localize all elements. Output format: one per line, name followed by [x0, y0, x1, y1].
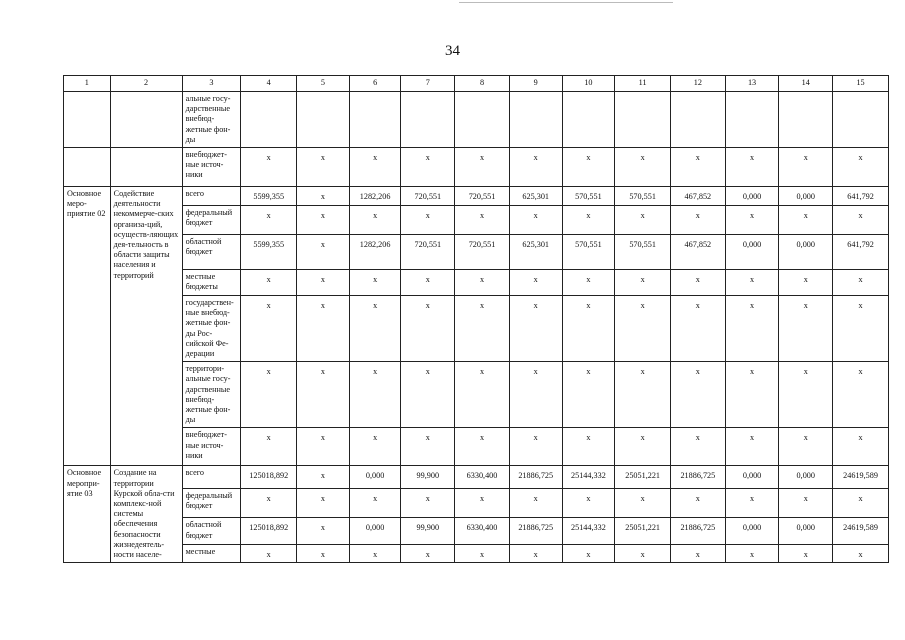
value-cell: x: [401, 148, 455, 187]
value-cell: x: [241, 544, 297, 563]
table-row: [64, 428, 889, 466]
value-cell: x: [615, 270, 671, 296]
value-cell: 570,551: [562, 187, 615, 206]
value-cell: x: [725, 206, 779, 235]
table-row: [64, 235, 889, 270]
value-cell: x: [779, 488, 833, 517]
value-cell: 720,551: [401, 187, 455, 206]
value-cell: x: [297, 148, 350, 187]
value-cell: x: [670, 428, 725, 466]
value-cell: 0,000: [779, 235, 833, 270]
value-cell: x: [833, 428, 889, 466]
value-cell: x: [779, 206, 833, 235]
value-cell: x: [455, 428, 510, 466]
header-col-14: 14: [779, 76, 833, 92]
value-cell: 625,301: [509, 235, 562, 270]
value-cell: x: [670, 362, 725, 428]
value-cell: x: [455, 206, 510, 235]
value-cell: x: [297, 518, 350, 544]
value-cell: x: [670, 544, 725, 563]
funding-source-cell: государствен-ные внебюд-жетные фон-ды Рос-сийской Фе-дерации: [182, 296, 241, 362]
funding-source-cell: местные: [182, 544, 241, 563]
value-cell: x: [349, 544, 401, 563]
table-row: [64, 488, 889, 517]
value-cell: 99,900: [401, 518, 455, 544]
value-cell: x: [615, 148, 671, 187]
value-cell: [401, 92, 455, 148]
value-cell: 6330,400: [455, 518, 510, 544]
value-cell: x: [670, 296, 725, 362]
value-cell: x: [349, 362, 401, 428]
value-cell: x: [509, 296, 562, 362]
description-cell: [110, 92, 182, 148]
value-cell: 570,551: [615, 235, 671, 270]
header-col-12: 12: [670, 76, 725, 92]
value-cell: x: [455, 148, 510, 187]
funding-source-cell: областной бюджет: [182, 518, 241, 544]
description-cell: [110, 148, 182, 187]
header-col-9: 9: [509, 76, 562, 92]
value-cell: x: [562, 362, 615, 428]
value-cell: x: [349, 270, 401, 296]
header-row: [64, 76, 889, 92]
table-row: [64, 187, 889, 206]
value-cell: x: [401, 362, 455, 428]
value-cell: x: [297, 235, 350, 270]
funding-source-cell: федеральный бюджет: [182, 488, 241, 517]
value-cell: [833, 92, 889, 148]
value-cell: x: [725, 296, 779, 362]
value-cell: x: [297, 206, 350, 235]
value-cell: 25144,332: [562, 466, 615, 488]
value-cell: 720,551: [401, 235, 455, 270]
value-cell: 25051,221: [615, 518, 671, 544]
value-cell: x: [833, 296, 889, 362]
value-cell: x: [297, 428, 350, 466]
value-cell: 6330,400: [455, 466, 510, 488]
header-col-2: 2: [110, 76, 182, 92]
value-cell: x: [833, 362, 889, 428]
table-row: [64, 296, 889, 362]
value-cell: 5599,355: [241, 187, 297, 206]
value-cell: x: [509, 148, 562, 187]
value-cell: x: [297, 544, 350, 563]
header-col-7: 7: [401, 76, 455, 92]
header-col-10: 10: [562, 76, 615, 92]
funding-source-cell: всего: [182, 466, 241, 488]
value-cell: x: [241, 206, 297, 235]
value-cell: x: [615, 428, 671, 466]
header-col-15: 15: [833, 76, 889, 92]
header-col-8: 8: [455, 76, 510, 92]
value-cell: x: [779, 362, 833, 428]
value-cell: x: [349, 148, 401, 187]
value-cell: 0,000: [779, 187, 833, 206]
value-cell: x: [562, 296, 615, 362]
measure-cell: [64, 148, 111, 187]
value-cell: 0,000: [725, 466, 779, 488]
value-cell: 720,551: [455, 187, 510, 206]
value-cell: [509, 92, 562, 148]
value-cell: x: [297, 362, 350, 428]
value-cell: 21886,725: [509, 518, 562, 544]
page-number: 34: [445, 43, 460, 59]
value-cell: x: [615, 362, 671, 428]
value-cell: 21886,725: [670, 466, 725, 488]
value-cell: 720,551: [455, 235, 510, 270]
value-cell: x: [297, 466, 350, 488]
value-cell: 641,792: [833, 235, 889, 270]
value-cell: x: [725, 428, 779, 466]
value-cell: x: [401, 488, 455, 517]
value-cell: x: [297, 488, 350, 517]
value-cell: [297, 92, 350, 148]
value-cell: x: [725, 488, 779, 517]
value-cell: x: [241, 270, 297, 296]
value-cell: x: [241, 148, 297, 187]
value-cell: x: [833, 148, 889, 187]
value-cell: x: [401, 544, 455, 563]
table-row: [64, 148, 889, 187]
value-cell: x: [779, 270, 833, 296]
value-cell: x: [349, 296, 401, 362]
table-row: [64, 362, 889, 428]
value-cell: 0,000: [725, 518, 779, 544]
funding-source-cell: территори-альные госу-дарственные внебюд-жетные фон-ды: [182, 362, 241, 428]
value-cell: 25051,221: [615, 466, 671, 488]
value-cell: x: [615, 544, 671, 563]
value-cell: x: [670, 206, 725, 235]
funding-source-cell: внебюджет-ные источ-ники: [182, 428, 241, 466]
value-cell: x: [670, 270, 725, 296]
value-cell: 5599,355: [241, 235, 297, 270]
value-cell: x: [779, 148, 833, 187]
value-cell: x: [455, 362, 510, 428]
funding-source-cell: областной бюджет: [182, 235, 241, 270]
description-cell: Содействие деятельности некоммерче-ских организа-ций, осуществ-ляющих дея-тельность в области защиты населения и территорий: [110, 187, 182, 466]
measure-cell: [64, 92, 111, 148]
value-cell: [779, 92, 833, 148]
table-row: [64, 206, 889, 235]
value-cell: 24619,589: [833, 466, 889, 488]
value-cell: x: [401, 270, 455, 296]
value-cell: [562, 92, 615, 148]
funding-source-cell: всего: [182, 187, 241, 206]
value-cell: x: [349, 488, 401, 517]
header-col-6: 6: [349, 76, 401, 92]
value-cell: x: [615, 488, 671, 517]
value-cell: [241, 92, 297, 148]
value-cell: x: [779, 428, 833, 466]
value-cell: x: [509, 206, 562, 235]
value-cell: x: [349, 206, 401, 235]
value-cell: x: [670, 148, 725, 187]
value-cell: [615, 92, 671, 148]
value-cell: [725, 92, 779, 148]
value-cell: 467,852: [670, 235, 725, 270]
value-cell: 625,301: [509, 187, 562, 206]
value-cell: 0,000: [349, 518, 401, 544]
measure-cell: Основное меропри-ятие 03: [64, 466, 111, 563]
value-cell: x: [241, 488, 297, 517]
value-cell: 21886,725: [509, 466, 562, 488]
value-cell: 0,000: [725, 235, 779, 270]
value-cell: x: [725, 362, 779, 428]
value-cell: x: [725, 148, 779, 187]
value-cell: x: [562, 544, 615, 563]
header-col-3: 3: [182, 76, 241, 92]
funding-source-cell: внебюджет-ные источ-ники: [182, 148, 241, 187]
value-cell: x: [509, 488, 562, 517]
value-cell: x: [509, 428, 562, 466]
value-cell: x: [833, 544, 889, 563]
budget-table: [63, 75, 889, 563]
header-col-1: 1: [64, 76, 111, 92]
header-col-4: 4: [241, 76, 297, 92]
value-cell: 21886,725: [670, 518, 725, 544]
value-cell: x: [241, 296, 297, 362]
value-cell: [670, 92, 725, 148]
value-cell: x: [509, 544, 562, 563]
value-cell: x: [509, 270, 562, 296]
value-cell: x: [562, 270, 615, 296]
value-cell: 1282,206: [349, 187, 401, 206]
value-cell: 0,000: [779, 518, 833, 544]
value-cell: x: [401, 428, 455, 466]
value-cell: x: [562, 148, 615, 187]
funding-source-cell: альные госу-дарственные внебюд-жетные фон-ды: [182, 92, 241, 148]
value-cell: 125018,892: [241, 518, 297, 544]
value-cell: x: [297, 296, 350, 362]
value-cell: 0,000: [725, 187, 779, 206]
value-cell: x: [455, 296, 510, 362]
header-col-11: 11: [615, 76, 671, 92]
value-cell: 0,000: [349, 466, 401, 488]
value-cell: x: [562, 488, 615, 517]
value-cell: 99,900: [401, 466, 455, 488]
value-cell: x: [833, 270, 889, 296]
measure-cell: Основное меро-приятие 02: [64, 187, 111, 466]
value-cell: x: [509, 362, 562, 428]
value-cell: 467,852: [670, 187, 725, 206]
description-cell: Создание на территории Курской обла-сти комплекс-ной системы обеспечения безопасности жизнедеятель-ности населе-: [110, 466, 182, 563]
funding-source-cell: местные бюджеты: [182, 270, 241, 296]
value-cell: x: [833, 206, 889, 235]
value-cell: x: [562, 206, 615, 235]
table-row: [64, 518, 889, 544]
value-cell: x: [455, 270, 510, 296]
top-rule: [459, 2, 673, 3]
value-cell: x: [297, 270, 350, 296]
value-cell: x: [615, 296, 671, 362]
value-cell: 1282,206: [349, 235, 401, 270]
value-cell: x: [725, 544, 779, 563]
value-cell: x: [562, 428, 615, 466]
value-cell: x: [401, 296, 455, 362]
value-cell: 125018,892: [241, 466, 297, 488]
value-cell: x: [455, 488, 510, 517]
value-cell: x: [297, 187, 350, 206]
value-cell: [455, 92, 510, 148]
value-cell: x: [401, 206, 455, 235]
value-cell: x: [833, 488, 889, 517]
funding-source-cell: федеральный бюджет: [182, 206, 241, 235]
value-cell: x: [779, 544, 833, 563]
value-cell: x: [670, 488, 725, 517]
value-cell: x: [615, 206, 671, 235]
table-row: [64, 544, 889, 563]
value-cell: [349, 92, 401, 148]
value-cell: 641,792: [833, 187, 889, 206]
value-cell: x: [241, 428, 297, 466]
value-cell: x: [349, 428, 401, 466]
header-col-5: 5: [297, 76, 350, 92]
value-cell: x: [779, 296, 833, 362]
value-cell: 24619,589: [833, 518, 889, 544]
value-cell: 25144,332: [562, 518, 615, 544]
value-cell: 0,000: [779, 466, 833, 488]
value-cell: 570,551: [615, 187, 671, 206]
value-cell: x: [725, 270, 779, 296]
value-cell: x: [241, 362, 297, 428]
table-row: [64, 92, 889, 148]
header-col-13: 13: [725, 76, 779, 92]
value-cell: x: [455, 544, 510, 563]
table-row: [64, 466, 889, 488]
value-cell: 570,551: [562, 235, 615, 270]
table-row: [64, 270, 889, 296]
